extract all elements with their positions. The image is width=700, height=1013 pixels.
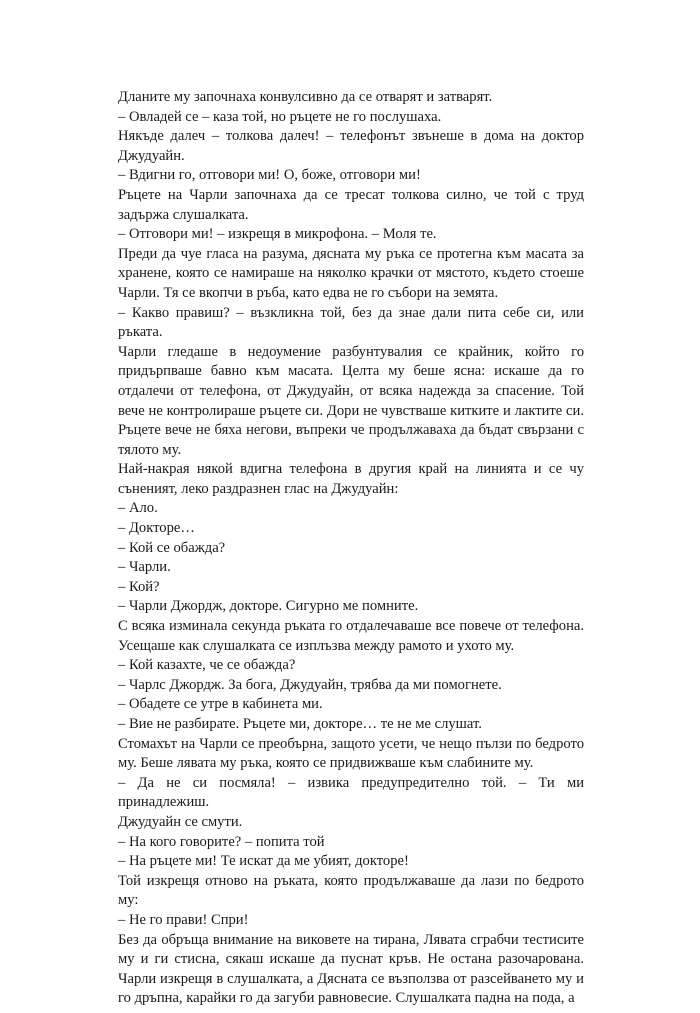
paragraph: – На кого говорите? – попита той [118,833,325,850]
paragraph: – Какво правиш? – възкликна той, без да знае дали пита себе си, или ръката. [118,304,584,341]
paragraph: – Овладей се – каза той, но ръцете не го послушаха. [118,108,442,125]
paragraph: – Кой казахте, че се обажда? [118,657,296,674]
paragraph: – Кой се обажда? [118,539,226,556]
paragraph: – Докторе… [118,520,195,537]
paragraph: Той изкрещя отново на ръката, която продължаваше да лази по бедрото му: [118,872,584,909]
paragraph: Чарли гледаше в недоумение разбунтувалия се крайник, който го придърпваше бавно към масата. Целта му беше ясна: искаше да го отдалечи от телефона, от Джудуайн, от всяка надежда за спасение. Той вече не контролираше ръцете си. Дори не чувстваше китките и лактите си. Ръцете вече не бяха негови, въпреки че продължаваха да бъдат свързани с тялото му. [118,343,584,458]
paragraph: Някъде далеч – толкова далеч! – телефонът звънеше в дома на доктор Джудуайн. [118,128,584,164]
paragraph: – Не го прави! Спри! [118,911,249,928]
paragraph: – Обадете се утре в кабинета ми. [118,696,323,713]
paragraph: – Вие не разбирате. Ръцете ми, докторе… те не ме слушат. [118,716,482,732]
paragraph: – На ръцете ми! Те искат да ме убият, докторе! [118,853,409,870]
paragraph: Ръцете на Чарли започнаха да се тресат толкова силно, че той с труд задържа слушалката. [118,186,584,223]
paragraph: Стомахът на Чарли се преобърна, защото усети, че нещо пълзи по бедрото му. Беше лявата му ръка, която се придвижваше към слабините му. [118,735,584,772]
paragraph: – Отговори ми! – изкрещя в микрофона. – Моля те. [118,226,437,243]
page-text [118,88,584,1009]
paragraph: – Да не си посмяла! – извика предупредително той. – Ти ми принадлежиш. [118,774,584,811]
paragraph: – Чарлс Джордж. За бога, Джудуайн, трябва да ми помогнете. [118,676,502,693]
paragraph: – Чарли. [118,559,171,576]
paragraph: – Ало. [118,500,158,517]
paragraph: – Вдигни го, отговори ми! О, боже, отговори ми! [118,167,421,184]
paragraph: Джудуайн се смути. [118,813,243,830]
paragraph: Най-накрая някой вдигна телефона в другия край на линията и се чу сънeният, леко раздразнен глас на Джудуайн: [118,461,584,497]
paragraph: – Чарли Джордж, докторе. Сигурно ме помните. [118,598,419,615]
paragraph: Без да обръща внимание на виковете на тирана, Лявата сграбчи тестисите му и ги стисна, сякаш искаше да пуснат кръв. Не остана разочарована. Чарли изкрещя в слушалката, а Дясната се възползва от разсейването му и го дръпна, карайки го да загуби равновесие. Слушалката падна на пода, а [118,931,584,1007]
paragraph: Дланите му започнаха конвулсивно да се отварят и затварят. [118,89,493,105]
paragraph: – Кой? [118,578,160,595]
paragraph: Преди да чуе гласа на разума, дясната му ръка се протегна към масата за хранене, която се намираше на няколко крачки от мястото, където стоеше Чарли. Тя се вкопчи в ръба, като едва не го събори на земята. [118,245,584,301]
paragraph: С всяка изминала секунда ръката го отдалечаваше все повече от телефона. Усещаше как слушалката се изплъзва между рамото и ухото му. [118,618,584,654]
